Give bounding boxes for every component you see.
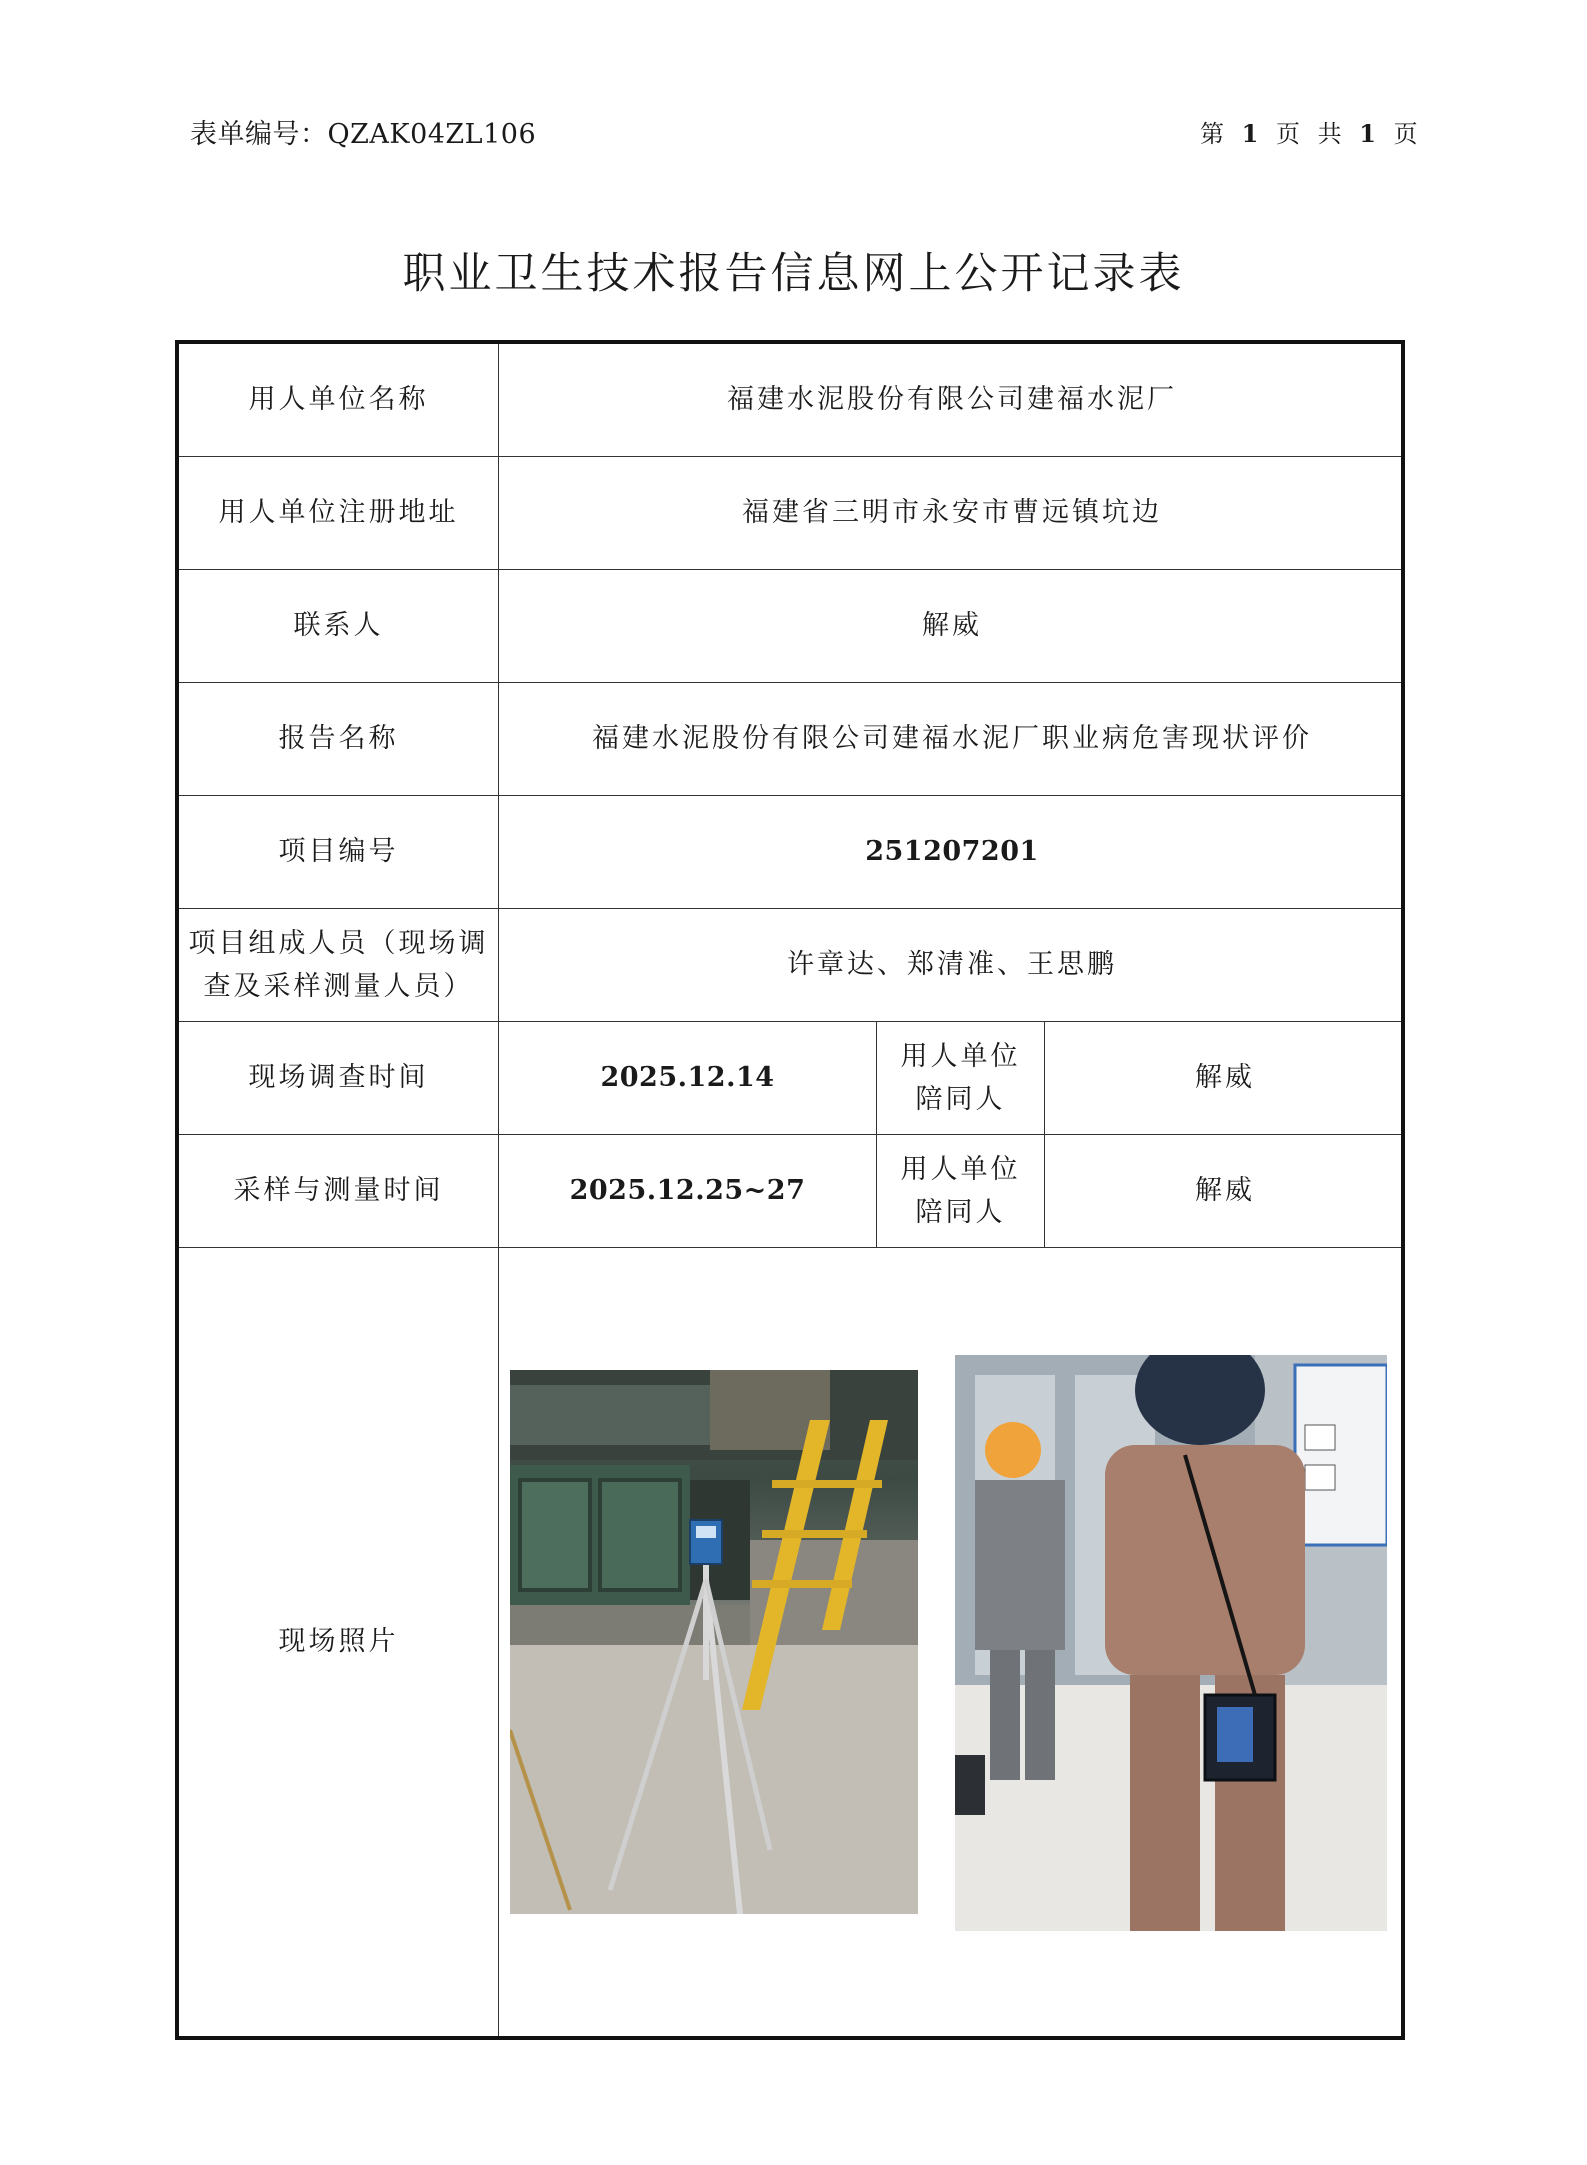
row-report-name <box>179 683 1401 796</box>
site-photo-sampling-tripod <box>510 1370 918 1914</box>
sampling-time-value: 2025.12.25~27 <box>499 1135 877 1247</box>
row-project-number <box>179 796 1401 909</box>
project-number-value: 251207201 <box>865 836 1039 868</box>
form-number-label: 表单编号： <box>190 119 328 150</box>
page-indicator <box>1200 114 1423 149</box>
project-members-label-line1: 项目组成人员（现场调 <box>188 927 489 959</box>
row-project-members <box>179 909 1401 1022</box>
contact-value: 解威 <box>922 610 982 642</box>
contact-label: 联系人 <box>179 570 499 682</box>
row-employer-address <box>179 457 1401 570</box>
row-employer-name <box>179 344 1401 457</box>
site-photo-investigators <box>955 1355 1387 1931</box>
project-members-label-line2: 查及采样测量人员） <box>203 971 474 1002</box>
page-title: 职业卫生技术报告信息网上公开记录表 <box>402 249 1185 299</box>
project-members-value: 许章达、郑清准、王思鹏 <box>787 949 1117 981</box>
row-survey-time <box>179 1022 1401 1135</box>
report-name-value: 福建水泥股份有限公司建福水泥厂职业病危害现状评价 <box>592 723 1312 755</box>
page-suffix: 页 <box>1393 120 1423 148</box>
page-current: 1 <box>1241 119 1264 148</box>
form-number <box>190 112 536 151</box>
sampling-companion-label-line2: 陪同人 <box>915 1197 1006 1228</box>
project-members-label <box>179 909 499 1021</box>
page-prefix: 第 <box>1200 120 1229 148</box>
survey-time-value: 2025.12.14 <box>499 1022 877 1134</box>
page-mid: 页 共 <box>1275 120 1347 148</box>
survey-companion-label-line1: 用人单位 <box>900 1040 1021 1072</box>
site-photo-sampling-tripod-graphic <box>510 1370 918 1914</box>
site-photo-investigators-graphic <box>955 1355 1387 1931</box>
project-number-label: 项目编号 <box>179 796 499 908</box>
page-total: 1 <box>1359 119 1381 148</box>
employer-name-label: 用人单位名称 <box>179 344 499 456</box>
sampling-companion-value: 解威 <box>1195 1175 1255 1207</box>
survey-time-label: 现场调查时间 <box>179 1022 499 1134</box>
sampling-time-label: 采样与测量时间 <box>179 1135 499 1247</box>
sampling-companion-label <box>877 1135 1045 1247</box>
survey-companion-value: 解威 <box>1195 1062 1255 1094</box>
employer-address-value: 福建省三明市永安市曹远镇坑边 <box>742 497 1162 529</box>
employer-name-value: 福建水泥股份有限公司建福水泥厂 <box>727 384 1177 416</box>
form-number-value: QZAK04ZL106 <box>327 119 537 150</box>
survey-companion-label-line2: 陪同人 <box>915 1084 1006 1115</box>
row-sampling-time <box>179 1135 1401 1248</box>
row-contact <box>179 570 1401 683</box>
employer-address-label: 用人单位注册地址 <box>179 457 499 569</box>
report-name-label: 报告名称 <box>179 683 499 795</box>
survey-companion-label <box>877 1022 1045 1134</box>
sampling-companion-label-line1: 用人单位 <box>900 1153 1021 1185</box>
photos-label: 现场照片 <box>179 1248 499 2036</box>
